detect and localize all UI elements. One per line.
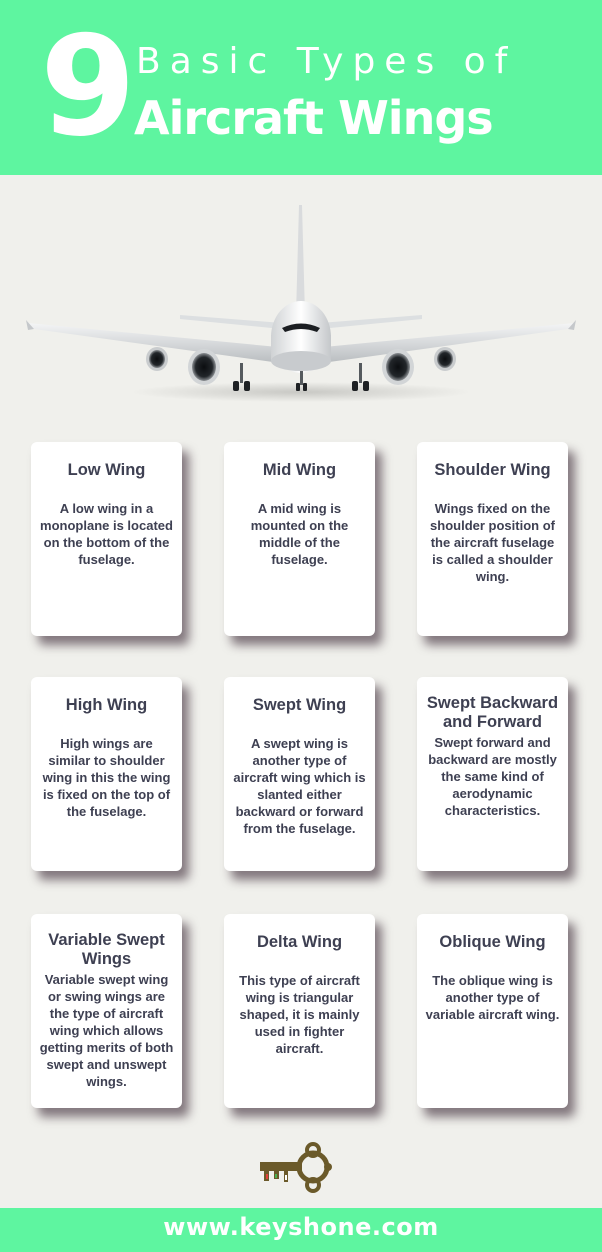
title-line-1: Basic Types of (136, 41, 517, 82)
card-title: High Wing (65, 696, 148, 714)
header-banner (0, 0, 602, 175)
title-line-2: Aircraft Wings (134, 91, 493, 145)
card-description: Wings fixed on the shoulder position of the aircraft fuselage is called a shoulder wing. (430, 501, 555, 584)
card-title: Swept Wing (252, 696, 347, 714)
title-number: 9 (40, 6, 133, 167)
card-description: High wings are similar to shoulder wing in this the wing is fixed on the top of the fuselage. (42, 736, 171, 819)
card-shoulder-wing (417, 442, 568, 636)
card-oblique-wing (417, 914, 568, 1108)
card-title: Delta Wing (256, 933, 343, 951)
card-title: Low Wing (67, 461, 146, 479)
card-variable-swept-wings (31, 914, 182, 1108)
airplane-image (20, 195, 582, 420)
card-high-wing (31, 677, 182, 871)
footer-banner (0, 1208, 602, 1252)
card-title: Swept Backward and Forward (426, 694, 559, 731)
key-logo-icon (258, 1136, 334, 1200)
card-delta-wing (224, 914, 375, 1108)
card-title: Mid Wing (262, 461, 337, 479)
website-url[interactable]: www.keyshone.com (163, 1213, 439, 1241)
card-title: Shoulder Wing (434, 461, 551, 479)
card-description: Variable swept wing or swing wings are the type of aircraft wing which allows getting merits of both swept and unswept wings. (39, 972, 174, 1089)
card-description: A mid wing is mounted on the middle of the fuselage. (250, 501, 349, 567)
card-swept-wing (224, 677, 375, 871)
card-mid-wing (224, 442, 375, 636)
card-description: This type of aircraft wing is triangular shaped, it is mainly used in fighter aircraft. (239, 973, 360, 1056)
card-low-wing (31, 442, 182, 636)
card-title: Oblique Wing (439, 933, 546, 951)
card-swept-backward-forward (417, 677, 568, 871)
card-description: A swept wing is another type of aircraft wing which is slanted either backward or forward from the fuselage. (233, 736, 366, 836)
card-description: The oblique wing is another type of variable aircraft wing. (425, 973, 560, 1022)
card-description: Swept forward and backward are mostly the same kind of aerodynamic characteristics. (428, 735, 557, 818)
card-title: Variable Swept Wings (48, 931, 165, 968)
card-description: A low wing in a monoplane is located on the bottom of the fuselage. (40, 501, 173, 567)
